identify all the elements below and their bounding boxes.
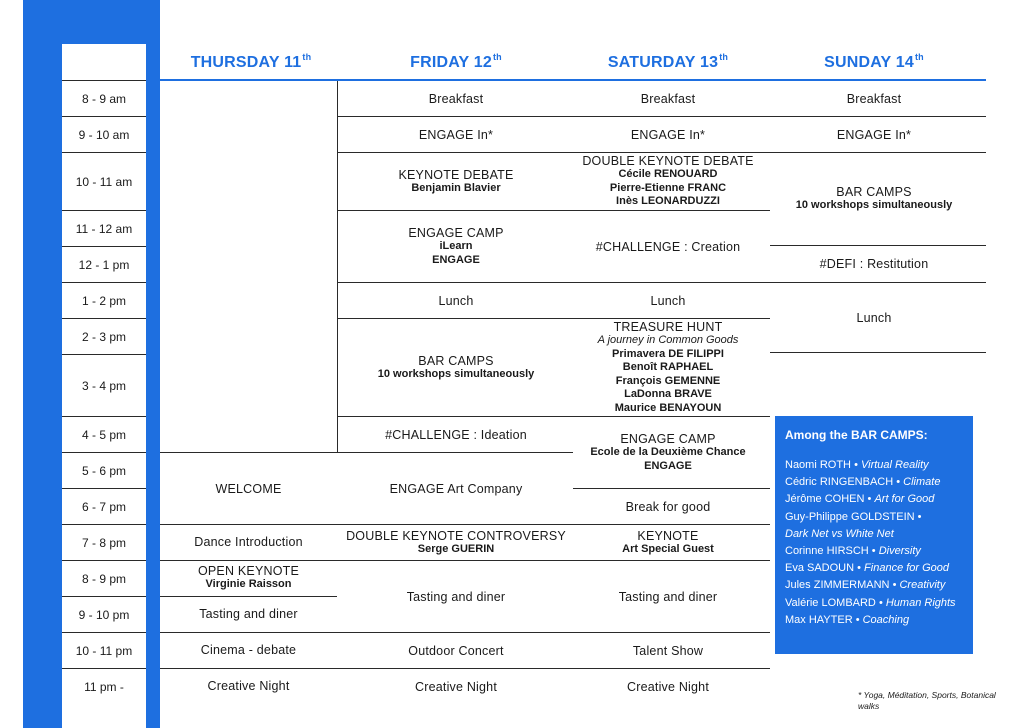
thursday-tasting: Tasting and diner	[199, 607, 298, 621]
thursday-welcome: WELCOME	[215, 481, 282, 496]
speaker-line: Max HAYTER • Coaching	[785, 613, 910, 626]
thursday-open-keynote: OPEN KEYNOTE Virginie Raisson	[197, 564, 300, 591]
friday-lunch: Lunch	[438, 293, 474, 308]
time-slot: 9 - 10 pm	[62, 596, 146, 632]
sunday-engage-in: ENGAGE In*	[836, 127, 912, 142]
saturday-engage-camp: ENGAGE CAMP Ecole de la Deuxième Chance ENGAGE	[590, 432, 746, 472]
row-divider	[770, 352, 986, 353]
time-slot: 8 - 9 am	[62, 80, 146, 116]
day-header-sunday: SUNDAY 14 $^{th}$	[824, 52, 924, 71]
saturday-keynote: KEYNOTE Art Special Guest	[622, 528, 714, 555]
day-header-saturday: SATURDAY 13 $^{th}$	[607, 52, 729, 71]
time-slot: 5 - 6 pm	[62, 452, 146, 488]
sunday-bar-camps: BAR CAMPS 10 workshops simultaneously	[795, 185, 953, 212]
time-slot: 6 - 7 pm	[62, 488, 146, 524]
speaker-line: Eva SADOUN • Finance for Good	[785, 562, 950, 575]
speaker-line: Corinne HIRSCH • Diversity	[785, 545, 921, 558]
bar-camps-box	[775, 416, 973, 654]
speaker-line: Naomi ROTH • Virtual Reality	[785, 459, 929, 471]
saturday-breakfast: Breakfast	[640, 91, 696, 106]
sunday-lunch: Lunch	[856, 310, 892, 325]
friday-controversy: DOUBLE KEYNOTE CONTROVERSY Serge GUERIN	[346, 528, 566, 555]
time-slot: 10 - 11 am	[62, 152, 146, 210]
friday-keynote-debate: KEYNOTE DEBATE Benjamin Blavier	[398, 167, 514, 194]
sunday-breakfast: Breakfast	[846, 91, 902, 106]
time-slot: 10 - 11 pm	[62, 632, 146, 668]
thursday-creative-night: Creative Night	[207, 679, 290, 693]
time-column	[62, 44, 146, 728]
friday-breakfast: Breakfast	[428, 91, 484, 106]
speaker-line: Valérie LOMBARD • Human Rights	[785, 596, 956, 609]
time-slot: 2 - 3 pm	[62, 318, 146, 354]
speaker-line: Jules ZIMMERMANN • Creativity	[785, 579, 946, 592]
saturday-engage-in: ENGAGE In*	[630, 127, 706, 142]
time-slot: 9 - 10 am	[62, 116, 146, 152]
speaker-line: Guy-Philippe GOLDSTEIN •	[785, 510, 922, 523]
saturday-break: Break for good	[625, 499, 711, 514]
time-slot: 11 - 12 am	[62, 210, 146, 246]
friday-concert: Outdoor Concert	[408, 643, 504, 658]
time-slot: 12 - 1 pm	[62, 246, 146, 282]
bar-camps-title: Among the BAR CAMPS:	[785, 428, 928, 442]
friday-bar-camps: BAR CAMPS 10 workshops simultaneously	[377, 353, 535, 380]
saturday-talent-show: Talent Show	[632, 643, 704, 658]
friday-engage-camp: ENGAGE CAMP iLearn ENGAGE	[408, 226, 504, 266]
time-slot: 8 - 9 pm	[62, 560, 146, 596]
day-header-friday: FRIDAY 12 $^{th}$	[410, 52, 502, 71]
friday-creative-night: Creative Night	[415, 679, 497, 694]
thursday-cinema: Cinema - debate	[200, 643, 297, 657]
time-slot: 4 - 5 pm	[62, 416, 146, 452]
thursday-dance: Dance Introduction	[194, 535, 303, 549]
time-slot: 3 - 4 pm	[62, 354, 146, 416]
saturday-treasure-hunt: TREASURE HUNT A journey in Common Goods Primavera DE FILIPPI Benoît RAPHAEL François GEMENNE LaDonna BRAVE Maurice BENAYOUN	[597, 320, 739, 414]
saturday-tasting: Tasting and diner	[618, 589, 718, 604]
friday-challenge: #CHALLENGE : Ideation	[385, 427, 527, 442]
friday-art-company: ENGAGE Art Company	[389, 481, 523, 496]
day-header-thursday: THURSDAY 11 $^{th}$	[190, 52, 312, 71]
sunday-defi: #DEFI : Restitution	[819, 257, 929, 271]
time-slot: 1 - 2 pm	[62, 282, 146, 318]
time-slot: 11 pm -	[62, 668, 146, 704]
speaker-line: Jérôme COHEN • Art for Good	[785, 493, 935, 506]
footnote: * Yoga, Méditation, Sports, Botanical walks	[858, 690, 996, 711]
saturday-double-keynote: DOUBLE KEYNOTE DEBATE Cécile RENOUARD Pierre-Etienne FRANC Inès LEONARDUZZI	[582, 154, 754, 208]
thursday-divider	[337, 81, 338, 453]
saturday-challenge: #CHALLENGE : Creation	[595, 239, 741, 254]
friday-engage-in: ENGAGE In*	[418, 127, 494, 142]
time-slot: 7 - 8 pm	[62, 524, 146, 560]
speaker-line: Cédric RINGENBACH • Climate	[785, 476, 941, 489]
saturday-creative-night: Creative Night	[627, 679, 709, 694]
speaker-line: Dark Net vs White Net	[785, 527, 894, 540]
friday-tasting: Tasting and diner	[406, 589, 506, 604]
saturday-lunch: Lunch	[650, 293, 686, 308]
